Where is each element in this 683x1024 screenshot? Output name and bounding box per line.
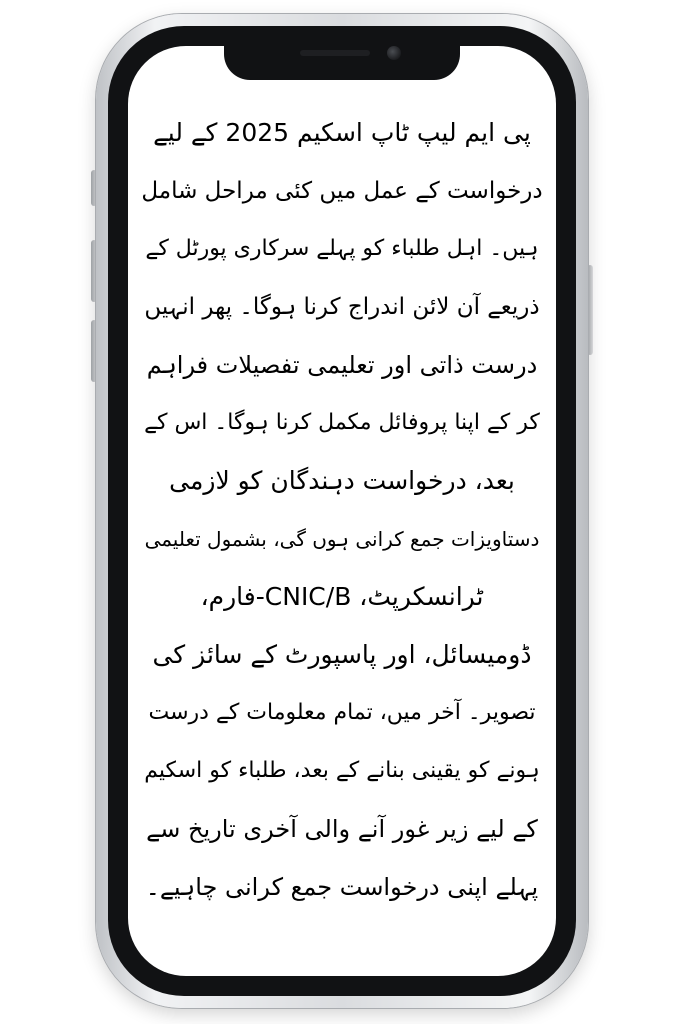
article-line: پہلے اپنی درخواست جمع کرانی چاہیے۔ — [145, 873, 539, 901]
article-line: درست ذاتی اور تعلیمی تفصیلات فراہم — [146, 351, 538, 379]
article-line: بعد، درخواست دہندگان کو لازمی — [169, 466, 515, 495]
article-line: درخواست کے عمل میں کئی مراحل شامل — [141, 178, 543, 204]
article-line: ہیں۔ اہل طلباء کو پہلے سرکاری پورٹل کے — [145, 236, 539, 261]
article-line: دستاویزات جمع کرانی ہوں گی، بشمول تعلیمی — [144, 527, 540, 551]
article-line: ہونے کو یقینی بنانے کے بعد، طلباء کو اسکیم — [144, 758, 540, 783]
article-line: ٹرانسکرپٹ، CNIC/B-فارم، — [200, 582, 484, 611]
article-line: تصویر۔ آخر میں، تمام معلومات کے درست — [148, 700, 536, 725]
article-text — [140, 104, 544, 916]
speaker-grille — [300, 50, 370, 56]
article-line: کر کے اپنا پروفائل مکمل کرنا ہوگا۔ اس کے — [144, 410, 540, 435]
article-line: ڈومیسائل، اور پاسپورٹ کے سائز کی — [152, 640, 532, 669]
article-line: پی ایم لیپ ٹاپ اسکیم 2025 کے لیے — [153, 118, 531, 147]
article-line: ذریعے آن لائن اندراج کرنا ہوگا۔ پھر انہیں — [144, 294, 540, 320]
article-line: کے لیے زیر غور آنے والی آخری تاریخ سے — [146, 815, 538, 843]
front-camera-icon — [387, 46, 401, 60]
phone-notch — [224, 40, 460, 80]
